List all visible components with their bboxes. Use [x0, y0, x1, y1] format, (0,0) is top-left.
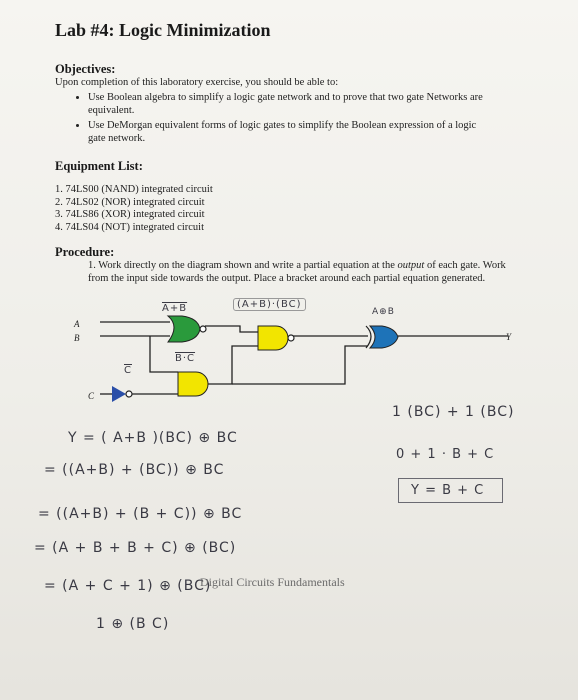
equipment-item: 1. 74LS00 (NAND) integrated circuit	[55, 184, 213, 195]
handwritten-right-2: 0 + 1 · B + C	[396, 447, 495, 462]
equipment-item: 4. 74LS04 (NOT) integrated circuit	[55, 221, 204, 233]
input-label-c: C	[88, 391, 95, 401]
handwritten-line-3: = ((A+B) + (B + C)) ⊕ BC	[38, 506, 243, 522]
and-output-annotation: B·C	[175, 353, 196, 364]
xor-gate	[370, 326, 398, 348]
handwritten-line-4: = (A + B + B + C) ⊕ (BC)	[34, 540, 237, 556]
handwritten-result-box: Y = B + C	[398, 478, 503, 503]
input-label-a: A	[74, 319, 80, 329]
objective-item: • Use Boolean algebra to simplify a logic gate network and to prove that two gate Networks are equivalent.	[88, 92, 488, 117]
equipment-heading: Equipment List:	[55, 159, 143, 173]
page-title: Lab #4: Logic Minimization	[55, 20, 271, 40]
wire-nor-out	[205, 326, 258, 332]
equipment-item: 2. 74LS02 (NOR) integrated circuit	[55, 196, 205, 208]
xor-back-curve	[366, 326, 371, 348]
not-bubble	[126, 391, 132, 397]
output-label-y: Y	[506, 332, 512, 342]
procedure-text-b: of each gate. Work from the input side towards the output. Place a bracket around each partial equation generated.	[88, 260, 506, 284]
nand-gate	[258, 326, 288, 350]
xor-annotation: A⊕B	[372, 307, 395, 317]
nor-gate	[168, 316, 200, 342]
wire-and-out	[208, 346, 258, 384]
objectives-intro: Upon completion of this laboratory exercise, you should be able to:	[55, 77, 339, 88]
handwritten-line-6: 1 ⊕ (B C)	[96, 616, 170, 632]
not-output-annotation: $\overline{C}$	[124, 365, 132, 376]
equipment-item: 3. 74LS86 (XOR) integrated circuit	[55, 209, 205, 220]
handwritten-line-5: = (A + C + 1) ⊕ (BC)	[44, 578, 212, 594]
nor-bubble	[200, 326, 206, 332]
nand-bubble	[288, 335, 294, 341]
nand-output-annotation: (A+B)·(BC)	[233, 298, 306, 311]
handwritten-right-1: 1 (BC) + 1 (BC)	[392, 404, 515, 420]
nor-output-annotation: A+B	[162, 303, 188, 314]
and-gate	[178, 372, 208, 396]
handwritten-line-1: Y = ( A+B )(BC) ⊕ BC	[68, 430, 238, 446]
not-gate	[112, 386, 126, 402]
watermark-text: Digital Circuits Fundamentals	[200, 575, 345, 589]
handwritten-line-2: = ((A+B) + (BC)) ⊕ BC	[44, 462, 225, 478]
procedure-text-emphasis: output	[397, 260, 425, 271]
procedure-text-a: 1. Work directly on the diagram shown and write a partial equation at the	[88, 260, 398, 271]
objective-item: • Use DeMorgan equivalent forms of logic gates to simplify the Boolean expression of a logic gate network.	[88, 120, 488, 145]
input-label-b: B	[74, 333, 80, 343]
wire-and-to-xor	[232, 346, 368, 384]
objectives-heading: Objectives:	[55, 62, 116, 76]
procedure-heading: Procedure:	[55, 245, 115, 259]
